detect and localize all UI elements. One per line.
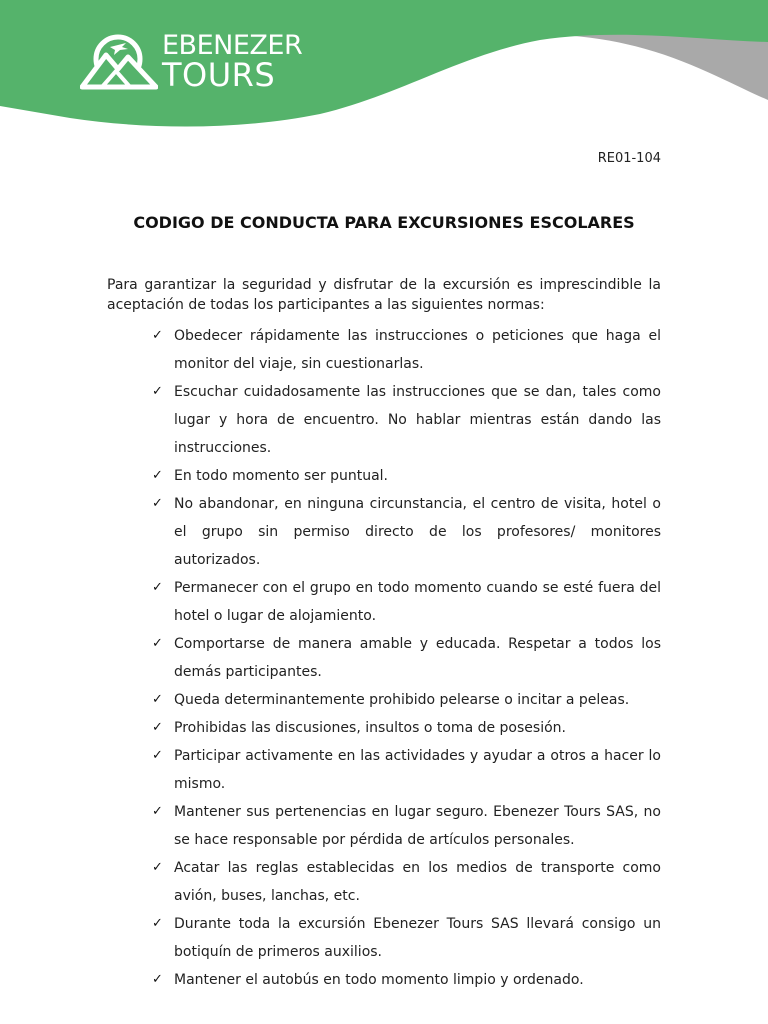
list-item [150,686,661,714]
check-icon: ✓ [152,496,163,511]
rule-text: Escuchar cuidadosamente las instrucciones que se dan, tales como lugar y hora de encuentro. No hablar mientras están dando las instrucciones. [174,384,661,456]
list-item [150,490,661,574]
check-icon: ✓ [152,468,163,483]
brand-name-line2: TOURS [162,55,276,94]
rule-text: Durante toda la excursión Ebenezer Tours SAS llevará consigo un botiquín de primeros auxilios. [174,916,661,960]
list-item [150,798,661,854]
check-icon: ✓ [152,748,163,763]
brand-name [162,29,303,94]
check-icon: ✓ [152,916,163,931]
list-item [150,742,661,798]
check-icon: ✓ [152,384,163,399]
list-item [150,574,661,630]
mountain-plane-logo-icon [80,31,158,91]
list-item [150,854,661,910]
check-icon: ✓ [152,804,163,819]
rule-text: Comportarse de manera amable y educada. Respetar a todos los demás participantes. [174,636,661,680]
check-icon: ✓ [152,692,163,707]
rule-text: Permanecer con el grupo en todo momento cuando se esté fuera del hotel o lugar de alojamiento. [174,580,661,624]
list-item [150,714,661,742]
rules-list [150,322,661,994]
rule-text: En todo momento ser puntual. [174,468,388,484]
document-code: RE01-104 [597,151,661,166]
list-item [150,910,661,966]
list-item [150,966,661,994]
list-item [150,378,661,462]
rule-text: Mantener sus pertenencias en lugar seguro. Ebenezer Tours SAS, no se hace responsable por pérdida de artículos personales. [174,804,661,848]
intro-paragraph: Para garantizar la seguridad y disfrutar de la excursión es imprescindible la aceptación de todas los participantes a las siguientes normas: [107,277,661,313]
check-icon: ✓ [152,860,163,875]
check-icon: ✓ [152,580,163,595]
company-logo [80,30,302,92]
rule-text: Prohibidas las discusiones, insultos o toma de posesión. [174,720,566,736]
rule-text: Acatar las reglas establecidas en los medios de transporte como avión, buses, lanchas, etc. [174,860,661,904]
rule-text: Participar activamente en las actividades y ayudar a otros a hacer lo mismo. [174,748,661,792]
rule-text: No abandonar, en ninguna circunstancia, el centro de visita, hotel o el grupo sin permiso directo de los profesores/ monitores autorizados. [174,496,661,568]
check-icon: ✓ [152,720,163,735]
document-title: CODIGO DE CONDUCTA PARA EXCURSIONES ESCOLARES [133,213,635,232]
rule-text: Mantener el autobús en todo momento limpio y ordenado. [174,972,584,988]
check-icon: ✓ [152,636,163,651]
rule-text: Obedecer rápidamente las instrucciones o peticiones que haga el monitor del viaje, sin cuestionarlas. [174,328,661,372]
rule-text: Queda determinantemente prohibido pelearse o incitar a peleas. [174,692,630,708]
brand-name-line1: EBENEZER [162,29,303,61]
check-icon: ✓ [152,972,163,987]
list-item [150,462,661,490]
list-item [150,630,661,686]
check-icon: ✓ [152,328,163,343]
list-item [150,322,661,378]
